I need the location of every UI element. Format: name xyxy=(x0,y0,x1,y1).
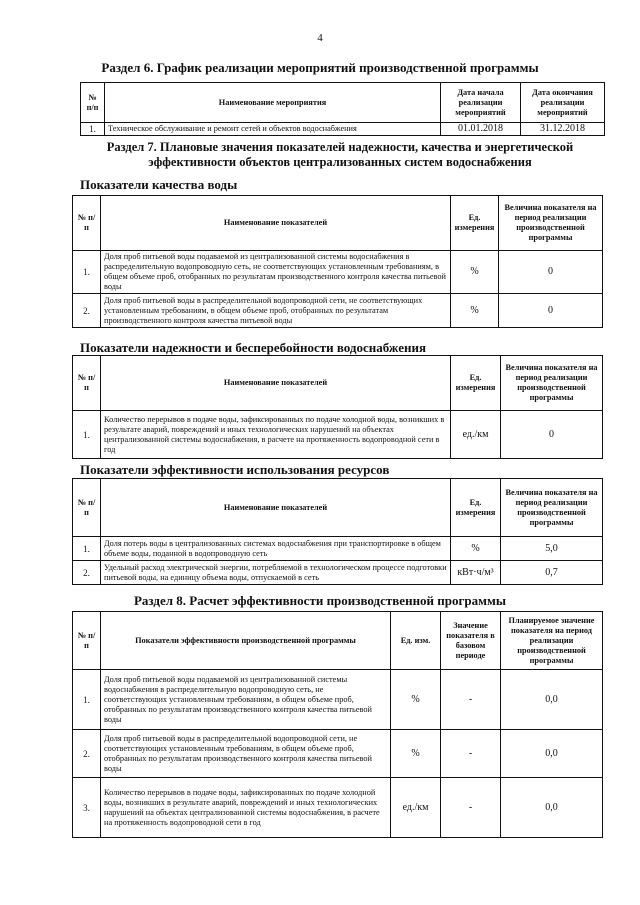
section8-table xyxy=(72,611,603,838)
row-number: 1. xyxy=(73,670,101,730)
indicator-unit: % xyxy=(451,537,501,561)
header-number: № п/п xyxy=(73,196,101,251)
planned-value: 0,0 xyxy=(501,670,603,730)
reliability-table xyxy=(72,355,603,459)
row-number: 2. xyxy=(73,730,101,778)
reliability-title: Показатели надежности и бесперебойности водоснабжения xyxy=(80,340,426,355)
header-indicator: Наименование показателей xyxy=(101,479,451,537)
section6-title: Раздел 6. График реализации мероприятий производственной программы xyxy=(101,60,539,75)
header-start-date: Дата начала реализации мероприятий xyxy=(441,83,521,123)
table-row xyxy=(73,411,603,459)
indicator-unit: кВт·ч/м³ xyxy=(451,561,501,585)
section7-title xyxy=(70,140,610,170)
indicator-unit: % xyxy=(451,294,499,328)
header-indicator: Наименование показателей xyxy=(101,196,451,251)
indicator-name: Доля проб питьевой воды подаваемой из централизованной системы водоснабжения в распределительную водопроводную сеть, не соответствующих установленным требованиям, в общем объеме проб, отобранных по результатам производственного контроля качества питьевой воды xyxy=(101,251,451,294)
quality-table xyxy=(72,195,603,328)
indicator-name: Доля потерь воды в централизованных системах водоснабжения при транспортировке в общем объеме воды, поданной в водопроводную сеть xyxy=(101,537,451,561)
indicator-unit: % xyxy=(391,670,441,730)
indicator-value: 0 xyxy=(499,294,603,328)
event-name: Техническое обслуживание и ремонт сетей и объектов водоснабжения xyxy=(105,123,441,136)
row-number: 1. xyxy=(73,251,101,294)
header-value: Величина показателя на период реализации производственной программы xyxy=(499,196,603,251)
table-row xyxy=(81,123,605,136)
indicator-unit: ед./км xyxy=(451,411,501,459)
header-indicator: Показатели эффективности производственной программы xyxy=(101,612,391,670)
section7-title-line2: эффективности объектов централизованных систем водоснабжения xyxy=(148,155,532,169)
base-value: - xyxy=(441,778,501,838)
page-number: 4 xyxy=(317,32,323,44)
indicator-value: 5,0 xyxy=(501,537,603,561)
table-row xyxy=(73,561,603,585)
section7-title-line1: Раздел 7. Плановые значения показателей надежности, качества и энергетической xyxy=(106,140,574,154)
indicator-name: Доля проб питьевой воды подаваемой из централизованной системы водоснабжения в распределительную водопроводную сеть, не соответствующих установленным требованиям, в общем объеме проб, отобранных по результатам производственного контроля качества питьевой воды xyxy=(101,670,391,730)
end-date: 31.12.2018 xyxy=(521,123,605,136)
indicator-value: 0 xyxy=(499,251,603,294)
base-value: - xyxy=(441,670,501,730)
header-event-name: Наименование мероприятия xyxy=(105,83,441,123)
header-value: Величина показателя на период реализации производственной программы xyxy=(501,479,603,537)
header-base-value: Значение показателя в базовом периоде xyxy=(441,612,501,670)
indicator-name: Удельный расход электрической энергии, потребляемой в технологическом процессе подготовки питьевой воды, на единицу объема воды, отпускаемой в сеть xyxy=(101,561,451,585)
indicator-value: 0 xyxy=(501,411,603,459)
efficiency-title: Показатели эффективности использования ресурсов xyxy=(80,462,390,477)
indicator-value: 0,7 xyxy=(501,561,603,585)
indicator-unit: % xyxy=(451,251,499,294)
efficiency-table xyxy=(72,478,603,585)
table-row xyxy=(73,294,603,328)
table-row xyxy=(73,670,603,730)
planned-value: 0,0 xyxy=(501,778,603,838)
table-row xyxy=(73,251,603,294)
row-number: 1. xyxy=(73,411,101,459)
section8-title: Раздел 8. Расчет эффективности производственной программы xyxy=(133,593,507,608)
header-number: № п/п xyxy=(81,83,105,123)
row-number: 1. xyxy=(81,123,105,136)
row-number: 2. xyxy=(73,561,101,585)
header-value: Величина показателя на период реализации производственной программы xyxy=(501,356,603,411)
header-unit: Ед. изм. xyxy=(391,612,441,670)
header-number: № п/п xyxy=(73,612,101,670)
indicator-unit: % xyxy=(391,730,441,778)
indicator-name: Доля проб питьевой воды в распределительной водопроводной сети, не соответствующих установленным требованиям, в общем объеме проб, отобранных по результатам производственного контроля качества питьевой воды xyxy=(101,730,391,778)
header-planned-value: Планируемое значение показателя на период реализации производственной программы xyxy=(501,612,603,670)
header-unit: Ед. измерения xyxy=(451,479,501,537)
start-date: 01.01.2018 xyxy=(441,123,521,136)
row-number: 3. xyxy=(73,778,101,838)
base-value: - xyxy=(441,730,501,778)
header-end-date: Дата окончания реализации мероприятий xyxy=(521,83,605,123)
indicator-name: Доля проб питьевой воды в распределительной водопроводной сети, не соответствующих установленным требованиям, в общем объеме проб, отобранных по результатам производственного контроля качества питьевой воды xyxy=(101,294,451,328)
table-row xyxy=(73,778,603,838)
row-number: 2. xyxy=(73,294,101,328)
header-unit: Ед. измерения xyxy=(451,356,501,411)
indicator-name: Количество перерывов в подаче воды, зафиксированных по подаче холодной воды, возникших в результате аварий, повреждений и иных технологических нарушений на объектах централизованной системы водоснабжения, в расчете на протяженность водопроводной сети в год xyxy=(101,778,391,838)
header-unit: Ед. измерения xyxy=(451,196,499,251)
planned-value: 0,0 xyxy=(501,730,603,778)
table-row xyxy=(73,730,603,778)
header-number: № п/п xyxy=(73,356,101,411)
indicator-name: Количество перерывов в подаче воды, зафиксированных по подаче холодной воды, возникших в результате аварий, повреждений и иных технологических нарушений на объектах централизованной системы водоснабжения, в расчете на протяженность водопроводной сети в год xyxy=(101,411,451,459)
row-number: 1. xyxy=(73,537,101,561)
header-number: № п/п xyxy=(73,479,101,537)
header-indicator: Наименование показателей xyxy=(101,356,451,411)
indicator-unit: ед./км xyxy=(391,778,441,838)
quality-title: Показатели качества воды xyxy=(80,177,238,192)
section6-table xyxy=(80,82,605,136)
table-row xyxy=(73,537,603,561)
